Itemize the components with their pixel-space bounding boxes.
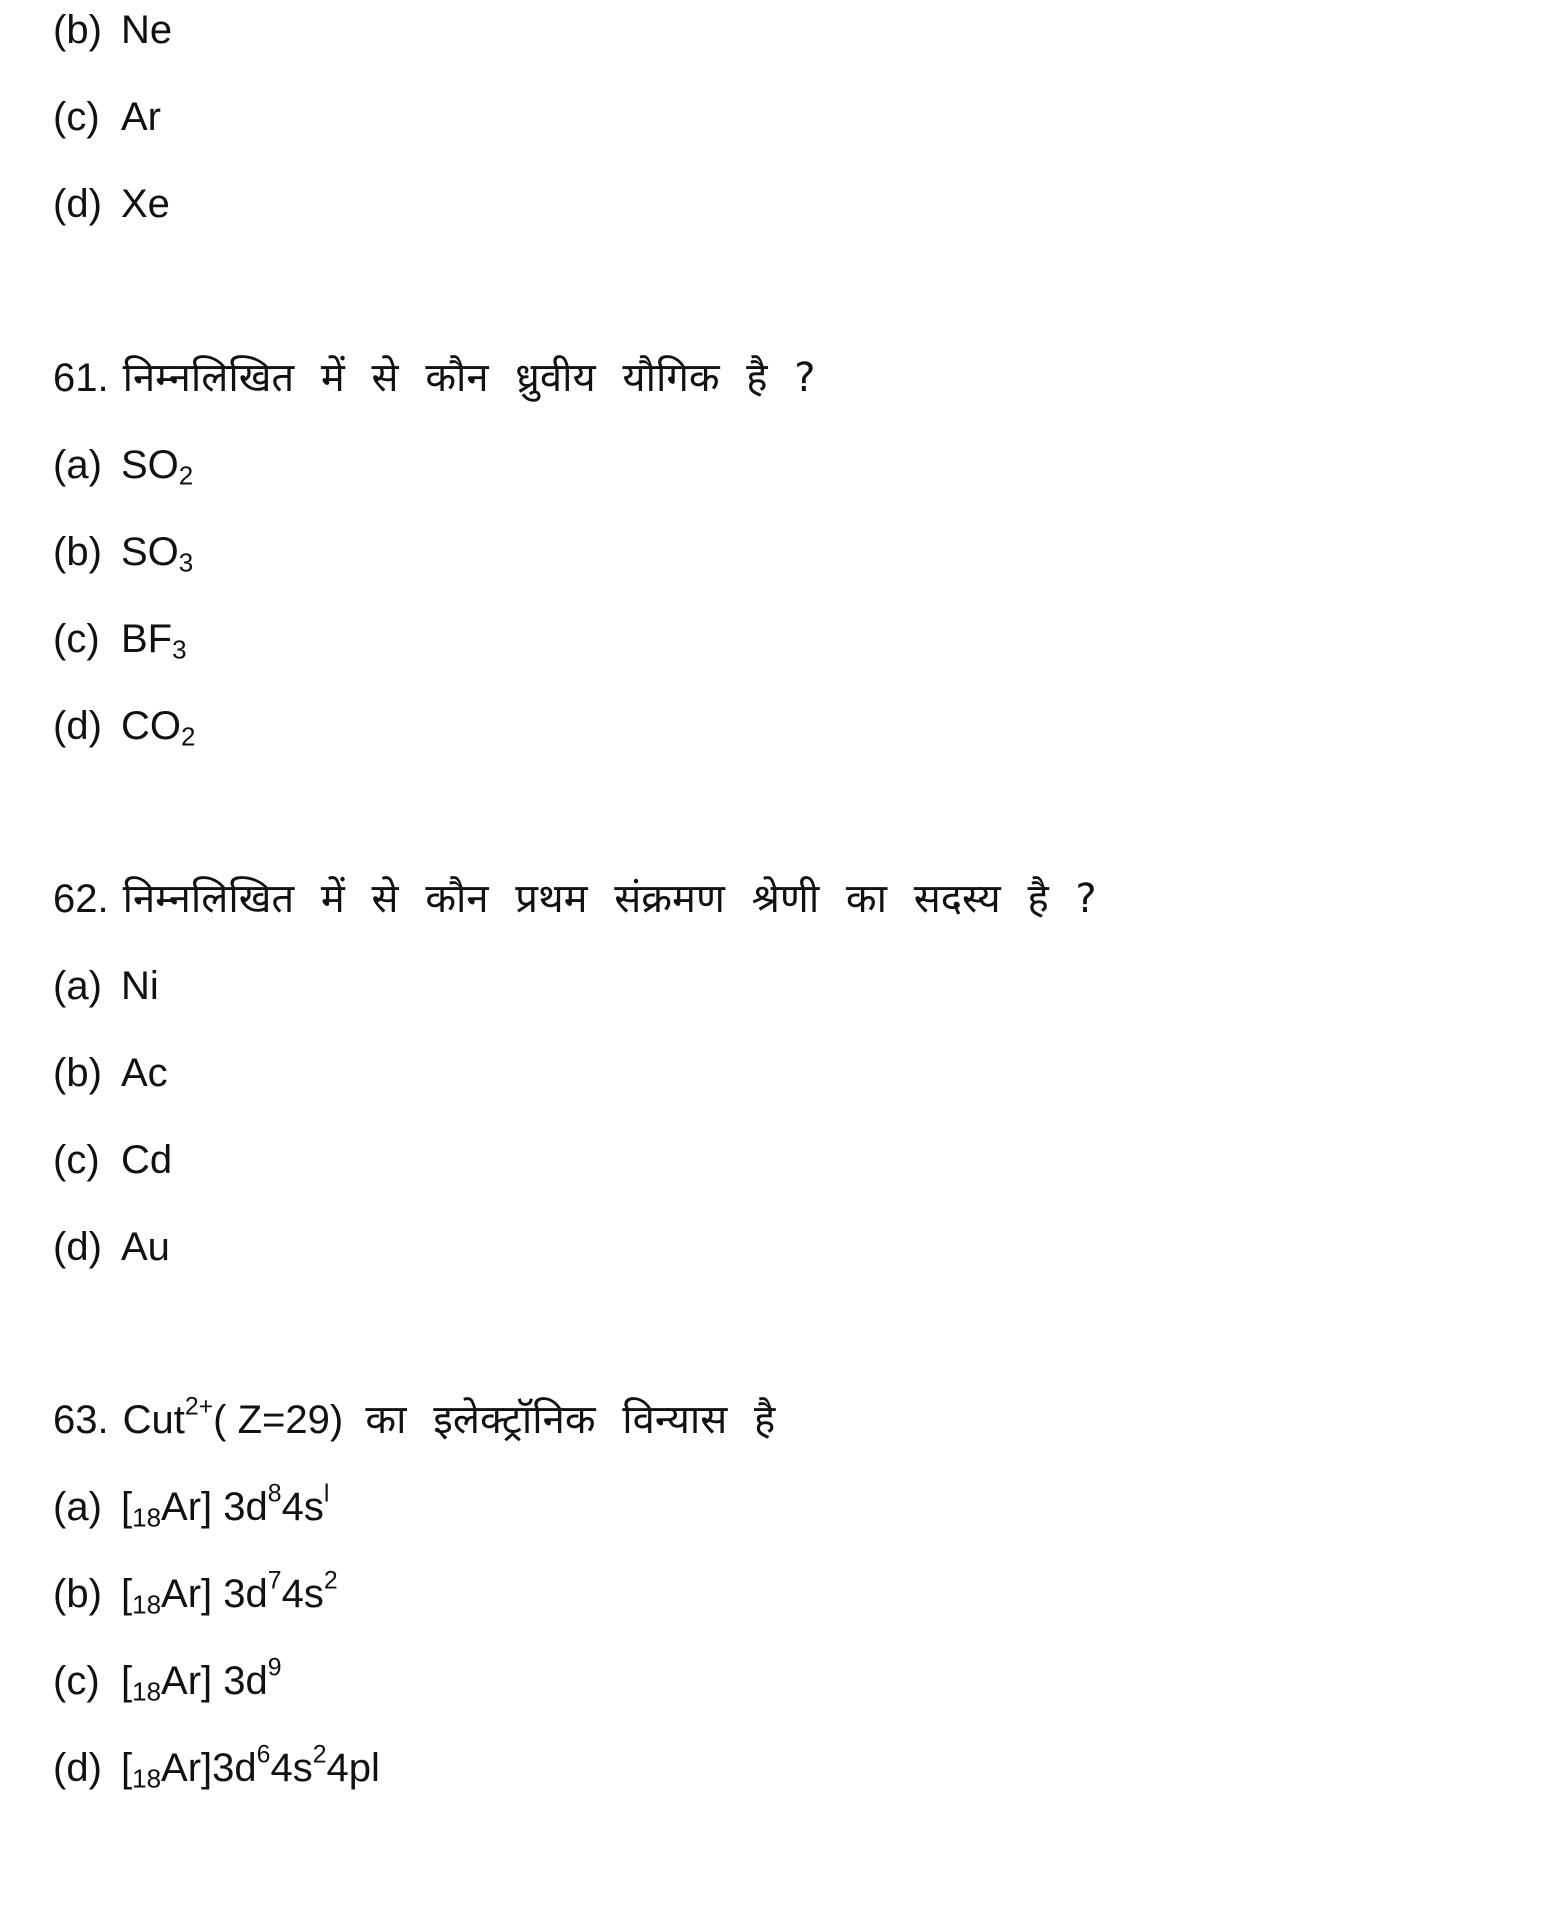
q63-option-a <box>53 1480 330 1533</box>
config-part: 3d <box>212 1485 268 1529</box>
option-c-prev <box>53 93 161 141</box>
formula: SO <box>121 443 179 487</box>
option-label: (a) <box>53 964 102 1008</box>
formula-subscript: 3 <box>172 634 187 665</box>
atomic-number-note: ( Z=29) <box>213 1398 344 1442</box>
core-symbol: Ar] <box>161 1572 213 1616</box>
option-text: Xe <box>121 182 170 226</box>
core-symbol: Ar] <box>161 1746 213 1790</box>
core-symbol: Ar] <box>161 1659 213 1703</box>
config-part: 4s <box>281 1485 324 1529</box>
q61-option-c <box>53 615 187 663</box>
core-symbol: Ar] <box>161 1485 213 1529</box>
option-label: (d) <box>53 1225 102 1269</box>
option-label: (d) <box>53 704 102 748</box>
option-label: (d) <box>53 182 102 226</box>
option-text: Ar <box>121 95 161 139</box>
option-text: Cd <box>121 1138 173 1182</box>
question-63 <box>53 1393 776 1444</box>
option-d-prev <box>53 180 170 228</box>
q63-option-b <box>53 1567 338 1620</box>
config-part: 4pl <box>326 1746 380 1790</box>
option-text: Au <box>121 1225 170 1269</box>
formula: CO <box>121 704 181 748</box>
bracket: [ <box>121 1485 133 1529</box>
config-superscript: 8 <box>267 1480 282 1508</box>
ion-charge: 2+ <box>184 1393 214 1421</box>
option-label: (b) <box>53 1051 102 1095</box>
formula-subscript: 3 <box>178 547 194 578</box>
core-subscript: 18 <box>132 1763 162 1794</box>
question-number: 62. <box>53 877 109 921</box>
q61-option-a <box>53 441 193 489</box>
config-superscript: 9 <box>267 1654 282 1682</box>
question-text: निम्नलिखित में से कौन प्रथम संक्रमण श्रेणी का सदस्य है ? <box>122 876 1097 922</box>
question-61 <box>53 354 815 402</box>
option-b-prev <box>53 6 172 54</box>
core-subscript: 18 <box>132 1676 162 1707</box>
question-text: निम्नलिखित में से कौन ध्रुवीय यौगिक है ? <box>122 355 816 401</box>
option-text: Ni <box>121 964 159 1008</box>
q61-option-d <box>53 702 195 750</box>
config-superscript: 2 <box>312 1741 327 1769</box>
config-part: 4s <box>270 1746 313 1790</box>
q61-option-b <box>53 528 193 576</box>
config-superscript: 2 <box>323 1567 338 1595</box>
config-part: 3d <box>212 1746 257 1790</box>
option-label: (d) <box>53 1746 102 1790</box>
ion-symbol: Cut <box>122 1398 185 1442</box>
bracket: [ <box>121 1659 133 1703</box>
option-label: (a) <box>53 443 102 487</box>
bracket: [ <box>121 1572 133 1616</box>
q62-option-c <box>53 1136 172 1184</box>
question-number: 63. <box>53 1398 109 1442</box>
formula: BF <box>121 617 173 661</box>
bracket: [ <box>121 1746 133 1790</box>
option-text: Ac <box>121 1051 168 1095</box>
q62-option-a <box>53 962 159 1010</box>
option-label: (b) <box>53 1572 102 1616</box>
config-part: 4s <box>281 1572 324 1616</box>
config-part: 3d <box>212 1572 268 1616</box>
config-superscript: l <box>323 1480 330 1508</box>
option-label: (a) <box>53 1485 102 1529</box>
question-62 <box>53 875 1097 923</box>
option-label: (c) <box>53 1659 100 1703</box>
formula-subscript: 2 <box>181 721 196 752</box>
q63-option-c <box>53 1654 282 1707</box>
q62-option-d <box>53 1223 170 1271</box>
config-superscript: 7 <box>267 1567 282 1595</box>
option-text: Ne <box>121 8 173 52</box>
q63-option-d <box>53 1741 380 1794</box>
config-part: 3d <box>212 1659 268 1703</box>
core-subscript: 18 <box>132 1589 162 1620</box>
option-label: (c) <box>53 617 100 661</box>
core-subscript: 18 <box>132 1502 162 1533</box>
option-label: (c) <box>53 1138 100 1182</box>
option-label: (b) <box>53 530 102 574</box>
config-superscript: 6 <box>256 1741 271 1769</box>
q62-option-b <box>53 1049 168 1097</box>
formula: SO <box>121 530 179 574</box>
formula-subscript: 2 <box>178 460 194 491</box>
option-label: (b) <box>53 8 102 52</box>
question-number: 61. <box>53 356 109 400</box>
option-label: (c) <box>53 95 100 139</box>
question-text: का इलेक्ट्रॉनिक विन्यास है <box>365 1397 776 1443</box>
